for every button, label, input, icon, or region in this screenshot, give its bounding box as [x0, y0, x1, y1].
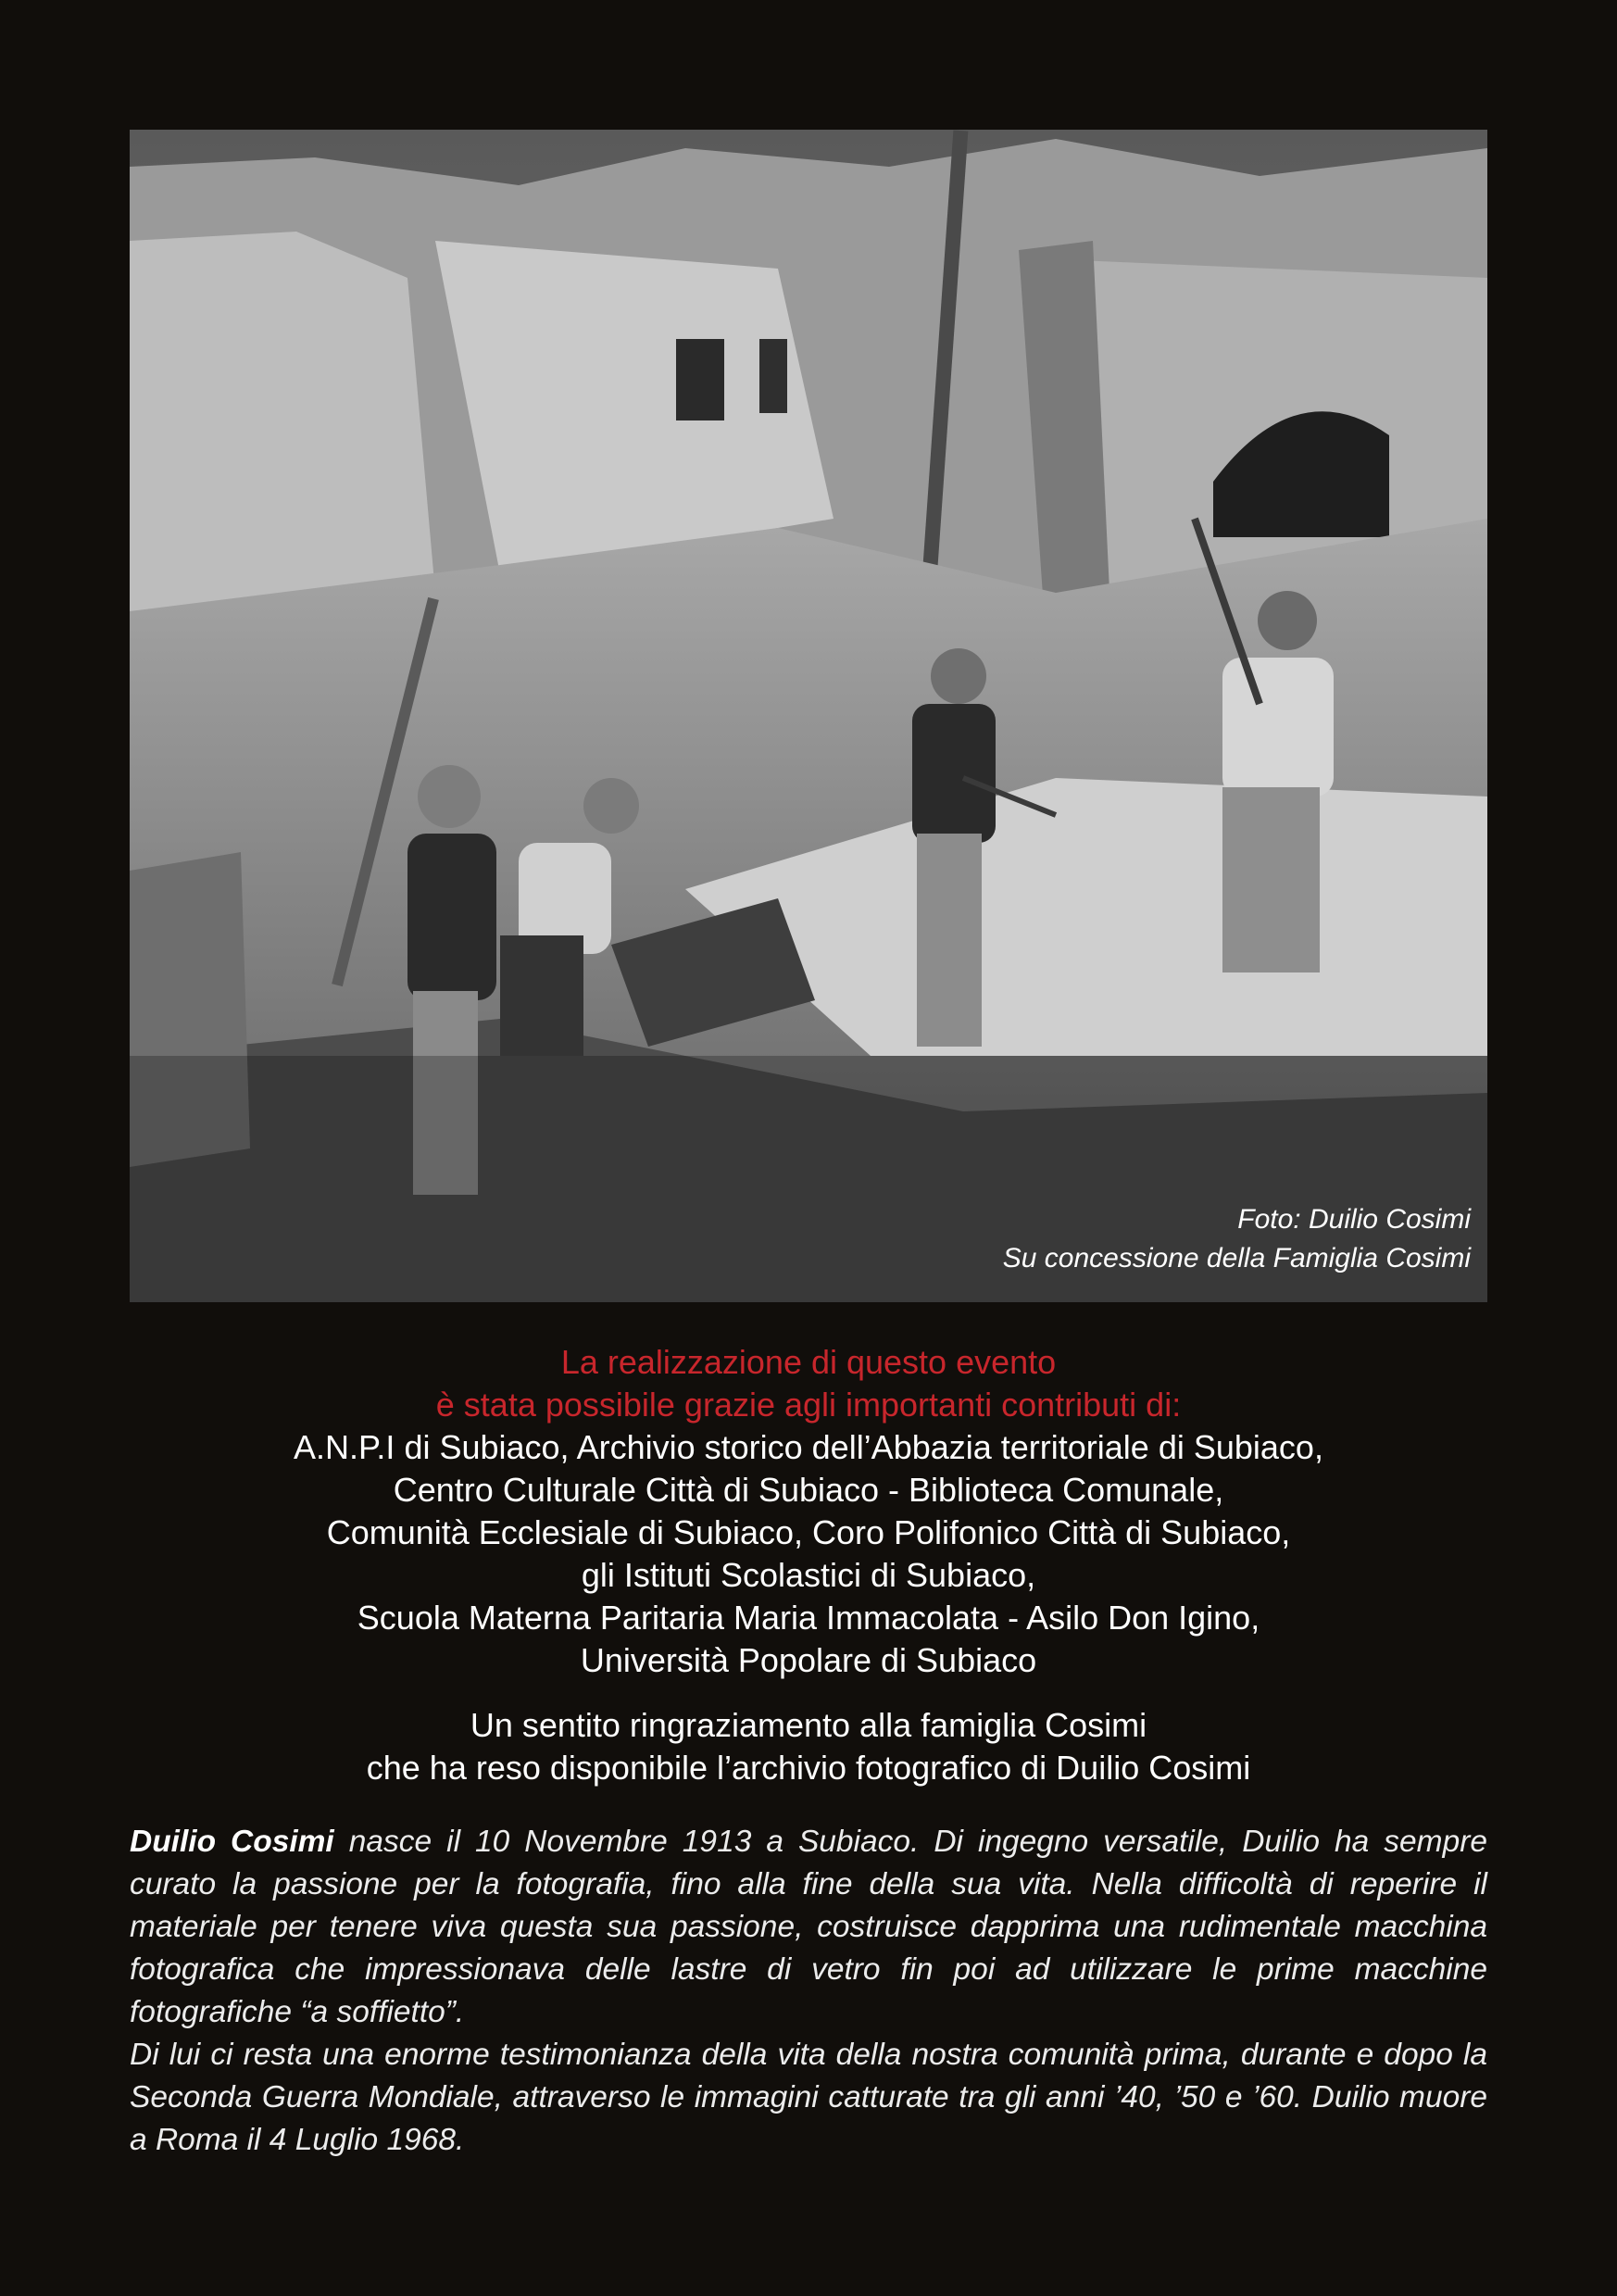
- biography-section: [130, 1821, 1487, 2162]
- spacer: [130, 1682, 1487, 1704]
- ack-intro-line2: è stata possibile grazie agli importanti contributi di:: [435, 1386, 1182, 1424]
- historic-photo: [130, 130, 1487, 1302]
- photo-permission: Su concessione della Famiglia Cosimi: [1002, 1243, 1471, 1273]
- thanks-line1: Un sentito ringraziamento alla famiglia Cosimi: [470, 1706, 1147, 1744]
- photo-credit: Foto: Duilio Cosimi: [1237, 1204, 1471, 1235]
- contributor-line: gli Istituti Scolastici di Subiaco,: [581, 1556, 1036, 1594]
- contributor-line: Centro Culturale Città di Subiaco - Biblioteca Comunale,: [393, 1471, 1224, 1509]
- contributor-line: Scuola Materna Paritaria Maria Immacolata - Asilo Don Igino,: [357, 1599, 1260, 1637]
- photo-caption: [1003, 1200, 1471, 1278]
- bio-paragraph-1-text: nasce il 10 Novembre 1913 a Subiaco. Di ingegno versatile, Duilio ha sempre curato la passione per la fotografia, fino alla fine della sua vita. Nella difficoltà di reperire il materiale per tenere viva questa sua passione, costruisce dapprima una rudimentale macchina fotografica che impressionava delle lastre di vetro fin poi ad utilizzare le prime macchine fotografiche “a soffietto”.: [130, 1825, 1487, 2029]
- ack-intro-line1: La realizzazione di questo evento: [560, 1343, 1057, 1381]
- bio-paragraph-2: Di lui ci resta una enorme testimonianza della vita della nostra comunità prima, durante e dopo la Seconda Guerra Mondiale, attraverso le immagini catturate tra gli anni ’40, ’50 e ’60. Duilio muore a Roma il 4 Luglio 1968.: [130, 2038, 1487, 2157]
- contributor-line: A.N.P.I di Subiaco, Archivio storico dell’Abbazia territoriale di Subiaco,: [294, 1428, 1323, 1466]
- contributor-line: Comunità Ecclesiale di Subiaco, Coro Polifonico Città di Subiaco,: [326, 1513, 1291, 1551]
- photo-illustration: [130, 130, 1487, 1302]
- contributor-line: Università Popolare di Subiaco: [580, 1641, 1037, 1679]
- bio-paragraph-1: [130, 1821, 1487, 2034]
- thanks-line2: che ha reso disponibile l’archivio fotografico di Duilio Cosimi: [366, 1749, 1251, 1787]
- bio-name: Duilio Cosimi: [130, 1825, 334, 1859]
- acknowledgements-section: [130, 1341, 1487, 1789]
